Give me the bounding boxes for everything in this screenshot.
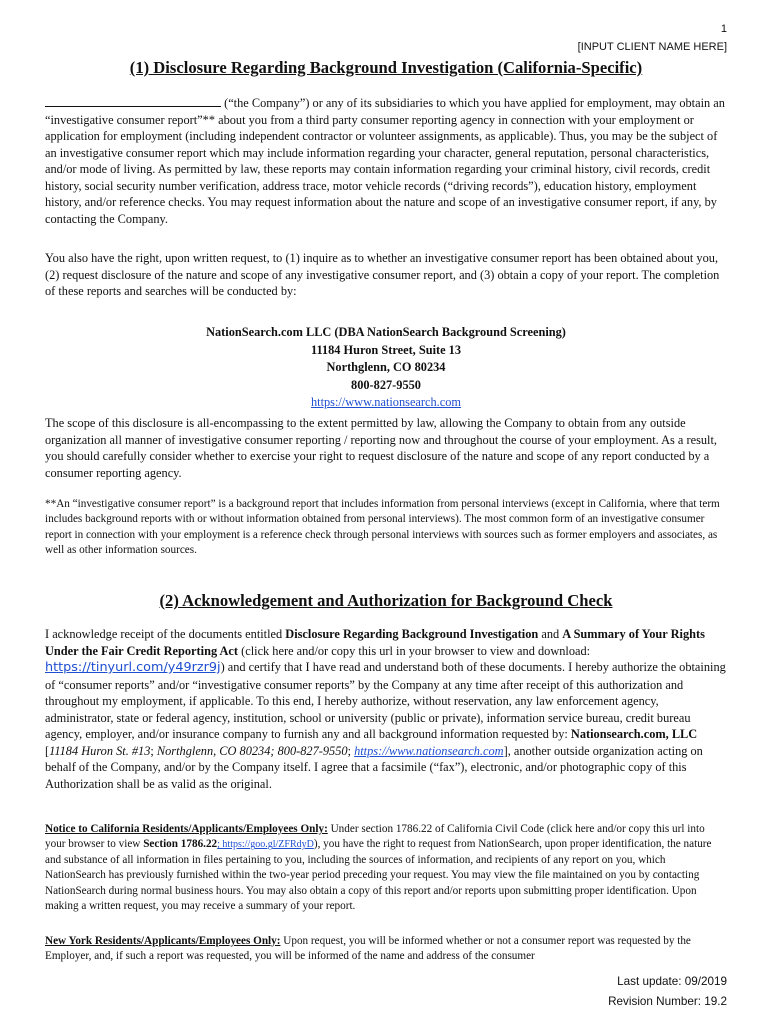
agency-city: Northglenn, CO 80234 xyxy=(326,360,446,374)
doc-title-disclosure: Disclosure Regarding Background Investigation xyxy=(285,627,539,641)
california-notice-label: Notice to California Residents/Applicants/Employees Only: xyxy=(45,823,328,835)
agency-address-block xyxy=(45,324,727,412)
section1-paragraph-1: (“the Company”) or any of its subsidiaries to which you have applied for employment, may obtain an “investigative consumer report”** about you from a third party consumer reporting agency in connection with your employment or application for employment (including independent contractor or volunteer assignments, as applicable). Thus, you may be the subject of an investigative consumer report which may include information regarding your character, general reputation, personal characteristics, and/or mode of living. As permitted by law, these reports may contain information regarding your criminal history, civil records, credit history, social security number verification, address trace, motor vehicle records (“driving records”), education history, employment history, and/or reference checks. You may request information about the nature and scope of an investigative consumer report, if any, by contacting the Company. xyxy=(45,96,725,226)
section2-title: (2) Acknowledgement and Authorization for Background Check xyxy=(159,591,613,610)
section1-paragraph-3: The scope of this disclosure is all-encompassing to the extent permitted by law, allowing the Company to obtain from any outside organization all manner of investigative consumer reporting / reporting now and throughout the course of your employment. As a result, you should carefully consider whether to exercise your right to request disclosure of the nature and scope of any report conducted by a consumer reporting agency. xyxy=(45,416,717,480)
doc-title-fcra-summary: A Summary of Your Rights Under the Fair Credit Reporting Act xyxy=(45,627,705,658)
company-name-blank[interactable] xyxy=(45,94,221,107)
footnote: **An “investigative consumer report” is a background report that includes information from personal interviews (except in California, where that term includes background reports with or without information obtained from personal interviews). The most common form of an investigative consumer report in connection with your employment is a reference check through personal interviews with sources such as former employers and associates, as well as other information sources. xyxy=(45,498,720,557)
revision-number: Revision Number: 19.2 xyxy=(608,995,727,1008)
civil-code-link[interactable]: ; https://goo.gl/ZFRdyD xyxy=(217,839,314,851)
authorization-paragraph: I acknowledge receipt of the documents entitled Disclosure Regarding Background Investigation and A Summary of Your Rights Under the Fair Credit Reporting Act (click here and/or copy this url in your browser to view and download: https://tinyurl.com/y49rzr9j) and certify that I have read and understand both of these documents. I hereby authorize the obtaining of “consumer reports” and/or “investigative consumer reports” by the Company at any time after receipt of this authorization and throughout my employment, if applicable. To this end, I hereby authorize, without reservation, any law enforcement agency, administrator, state or federal agency, institution, school or university (public or private), information service bureau, credit bureau agency, employer, and/or insurance company to furnish any and all background information requested by: Nationsearch.com, LLC [11184 Huron St. #13; Northglenn, CO 80234; 800-827-9550; https://www.nationsearch.com], another outside organization acting on behalf of the Company, and/or by the Company itself. I agree that a facsimile (“fax”), electronic, and/or photographic copy of this Authorization shall be as valid as the original. xyxy=(45,627,726,791)
agency-phone: 800-827-9550 xyxy=(351,377,421,392)
section1-title: (1) Disclosure Regarding Background Investigation (California-Specific) xyxy=(129,58,643,77)
fcra-summary-link[interactable]: https://tinyurl.com/y49rzr9j xyxy=(45,660,221,675)
document-page xyxy=(45,0,727,1024)
agency-website-link[interactable]: https://www.nationsearch.com xyxy=(310,395,462,409)
civil-code-section: Section 1786.22 xyxy=(143,838,218,851)
new-york-notice-label: New York Residents/Applicants/Employees Only: xyxy=(45,935,281,947)
authorized-company: Nationsearch.com, LLC xyxy=(570,727,698,741)
last-update: Last update: 09/2019 xyxy=(617,975,727,988)
page-number: 1 xyxy=(720,23,727,35)
client-name-placeholder: [INPUT CLIENT NAME HERE] xyxy=(577,41,727,53)
agency-street: 11184 Huron Street, Suite 13 xyxy=(310,342,462,357)
nationsearch-link[interactable]: https://www.nationsearch.com xyxy=(354,743,504,758)
california-notice: Notice to California Residents/Applicants/Employees Only: Under section 1786.22 of California Civil Code (click here and/or copy this url into your browser to view Section 1786.22; https://goo.gl/ZFRdyD), you have the right to request from NationSearch, upon proper identification, the nature and substance of all information in files pertaining to you, including the sources of information, and recipients of any report on you, which NationSearch has previously furnished within the two-year period preceding your request. You may view the file maintained on you by contacting NationSearch during normal business hours. You may also obtain a copy of this report and/or reports upon submitting proper identification. Upon making a written request, you may receive a summary of your report. xyxy=(45,823,712,913)
section1-paragraph-2: You also have the right, upon written request, to (1) inquire as to whether an investigative consumer report has been obtained about you, (2) request disclosure of the nature and scope of any investigative consumer report, and (3) obtain a copy of your report. The completion of these reports and searches will be conducted by: xyxy=(45,251,720,298)
new-york-notice: New York Residents/Applicants/Employees Only: Upon request, you will be informed whether or not a consumer report was requested by the Employer, and, if such a report was requested, you will be informed of the name and address of the consumer xyxy=(45,935,691,963)
agency-name: NationSearch.com LLC (DBA NationSearch Background Screening) xyxy=(206,325,566,339)
